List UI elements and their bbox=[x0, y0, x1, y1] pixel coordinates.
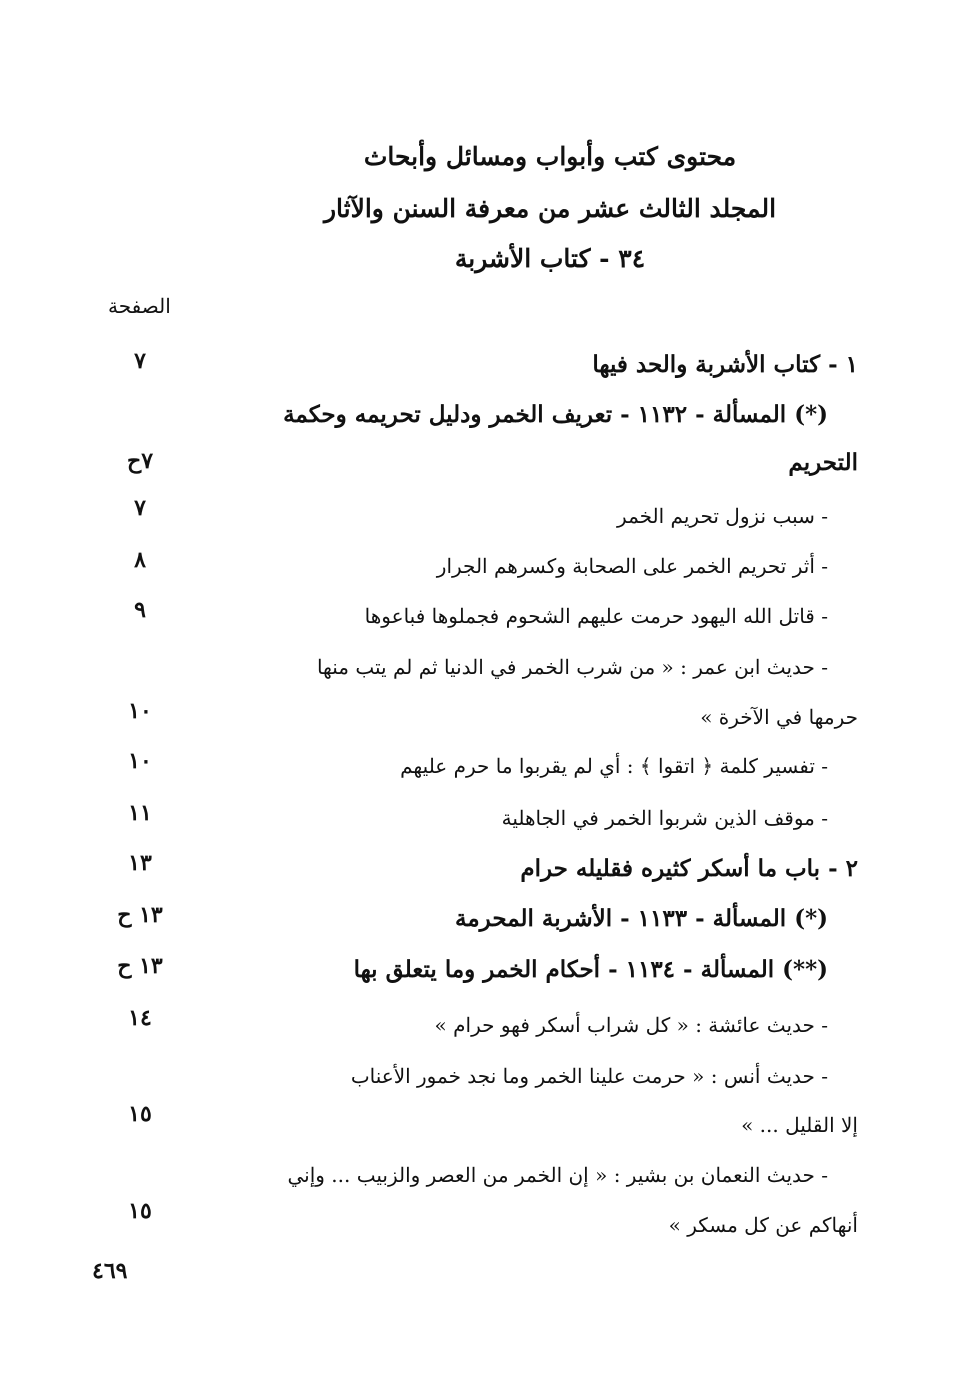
toc-entry-text: (*) المسألة - ١١٣٣ - الأشربة المحرمة bbox=[455, 905, 828, 932]
toc-entry-text: - تفسير كلمة ﴿ اتقوا ﴾ : أي لم يقربوا ما حرم عليهم bbox=[400, 754, 828, 778]
toc-entry-text: حرمها في الآخرة » bbox=[700, 705, 858, 729]
toc-entry-text: إلا القليل ... » bbox=[741, 1113, 858, 1137]
toc-entry-page: ٩ bbox=[134, 597, 146, 623]
toc-entry-page: ١١ bbox=[128, 800, 152, 826]
toc-entry-text: - حديث عائشة : « كل شراب أسكر فهو حرام » bbox=[434, 1013, 828, 1037]
toc-entry-text: - موقف الذين شربوا الخمر في الجاهلية bbox=[501, 806, 828, 830]
toc-entry-page: ٨ bbox=[134, 547, 146, 573]
toc-entry-page: ٧ bbox=[134, 495, 146, 521]
toc-entry-text: - حديث ابن عمر : « من شرب الخمر في الدنيا ثم لم يتب منها bbox=[316, 655, 828, 679]
toc-entry-text: (*) المسألة - ١١٣٢ - تعريف الخمر ودليل تحريمه وحكمة bbox=[283, 401, 828, 428]
volume-subtitle: المجلد الثالث عشر من معرفة السنن والآثار bbox=[323, 194, 777, 223]
toc-entry-text: التحريم bbox=[788, 449, 858, 476]
toc-entry-page: ١٥ bbox=[128, 1198, 152, 1224]
toc-entry-text: - قاتل الله اليهود حرمت عليهم الشحوم فجملوها فباعوها bbox=[364, 604, 828, 628]
toc-entry-page: ١٠ bbox=[128, 748, 152, 774]
toc-entry-text: ١ - كتاب الأشربة والحد فيها bbox=[592, 351, 858, 378]
toc-entry-page: ١٣ ح bbox=[117, 953, 163, 979]
page-column-label: الصفحة bbox=[108, 294, 171, 318]
toc-entry-page: ١٥ bbox=[128, 1101, 152, 1127]
toc-entry-page: ١٣ ح bbox=[117, 902, 163, 928]
book-title: ٣٤ - كتاب الأشربة bbox=[454, 244, 646, 273]
toc-entry-text: - أثر تحريم الخمر على الصحابة وكسرهم الجرار bbox=[436, 554, 828, 578]
toc-entry-text: - حديث النعمان بن بشير : « إن الخمر من العصر والزبيب ... وإني bbox=[287, 1163, 828, 1187]
toc-entry-text: (**) المسألة - ١١٣٤ - أحكام الخمر وما يتعلق بها bbox=[353, 956, 828, 983]
toc-entry-page: ١٠ bbox=[128, 698, 152, 724]
toc-entry-text: - سبب نزول تحريم الخمر bbox=[617, 504, 828, 528]
toc-entry-page: ١٣ bbox=[128, 850, 152, 876]
toc-entry-page: ١٤ bbox=[128, 1005, 152, 1031]
toc-entry-text: - حديث أنس : « حرمت علينا الخمر وما نجد خمور الأعناب bbox=[350, 1064, 828, 1088]
toc-entry-text: أنهاكم عن كل مسكر » bbox=[668, 1213, 858, 1237]
toc-entry-page: ٧ح bbox=[126, 448, 154, 474]
page-number: ٤٦٩ bbox=[92, 1258, 128, 1284]
toc-entry-text: ٢ - باب ما أسكر كثيره فقليله حرام bbox=[520, 855, 858, 882]
toc-entry-page: ٧ bbox=[134, 348, 146, 374]
toc-title: محتوى كتب وأبواب ومسائل وأبحاث bbox=[363, 142, 737, 171]
